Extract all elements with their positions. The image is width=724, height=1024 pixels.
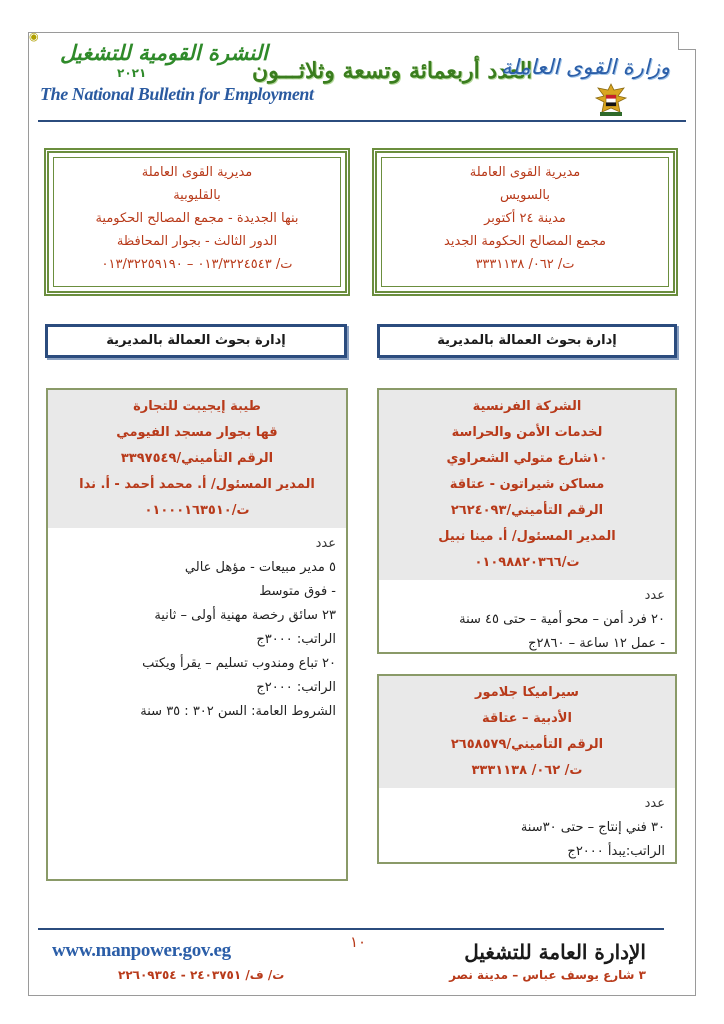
footer-address: ٣ شارع يوسف عباس – مدينة نصر [449,968,646,982]
directorate-line: مجمع المصالح الحكومة الجديد [444,234,606,249]
job-line: ٢٠ فرد أمن – محو أمية – حتى ٤٥ سنة [459,612,665,627]
job-line: ٢٣ سائق رخصة مهنية أولى – ثانية [154,608,336,623]
job-line: الراتب: ٢٠٠٠ج [256,680,336,695]
count-label: عدد [315,536,336,551]
company-address: مساكن شيراتون - عتاقة [449,477,605,492]
company-header [379,390,675,580]
directorate-phone: ت/ ٠١٣/٣٢٢٤٥٤٣ – ٠١٣/٣٢٢٥٩١٩٠ [101,257,293,272]
count-label: عدد [644,588,665,603]
pin-icon: ◉ [29,30,39,43]
company-ceramica-glamour-box [377,674,677,864]
company-name: الشركة الفرنسية [472,399,582,414]
company-jobs [379,580,675,662]
footer-divider [38,928,664,930]
directorate-line: مدينة ٢٤ أكتوبر [484,211,566,226]
company-activity: لخدمات الأمن والحراسة [451,425,603,440]
job-line: ٥ مدير مبيعات - مؤهل عالي [184,560,336,575]
issue-number: العدد أربعمائة وتسعة وثلاثـــون [252,58,533,84]
directorate-phone: ت/ ٠٦٢/ ٣٣٣١١٣٨ [475,257,575,272]
egypt-eagle-emblem-icon [590,82,632,118]
company-manager: المدير المسئول/ أ. محمد أحمد - أ. ندا [79,477,315,492]
section-label-left: إدارة بحوث العمالة بالمديرية [45,324,347,358]
directorate-line: مديرية القوى العاملة [141,165,253,180]
footer-department: الإدارة العامة للتشغيل [464,940,646,964]
company-header [379,676,675,788]
job-line: - فوق متوسط [259,584,336,599]
header-divider [38,120,686,122]
job-line: - عمل ١٢ ساعة – ٢٨٦٠ج [528,636,665,651]
job-line: ٢٠ تباع ومندوب تسليم – يقرأ ويكتب [142,656,336,671]
directorate-line: بالسويس [499,188,551,203]
directorate-line: مديرية القوى العاملة [469,165,581,180]
footer-phone: ت/ ف/ ٢٤٠٣٧٥١ - ٢٢٦٠٩٣٥٤ [118,968,285,982]
company-address: الأدبية – عتاقة [482,711,572,726]
company-manager: المدير المسئول/ أ. مينا نبيل [438,529,616,544]
company-address: ١٠شارع متولي الشعراوي [446,451,608,466]
company-french-security-box [377,388,677,654]
job-line: ٣٠ فني إنتاج – حتى ٣٠سنة [520,820,665,835]
directorate-qalyubia-box [44,148,350,296]
directorate-suez-box [372,148,678,296]
bulletin-year: ٢٠٢١ [117,66,147,80]
ministry-title: وزارة القوى العاملة [501,55,670,79]
directorate-line: الدور الثالث - بجوار المحافظة [116,234,278,249]
company-phone: ت/٠١٠٩٨٨٢٠٣٦٦ [474,555,580,570]
page-fold-corner [678,32,696,50]
directorate-line: بالقليوبية [173,188,221,203]
company-jobs [48,528,346,730]
section-label-right: إدارة بحوث العمالة بالمديرية [377,324,677,358]
company-phone: ت/٠١٠٠٠١٦٣٥١٠ [144,503,250,518]
company-insurance-no: الرقم التأميني/٢٦٢٤٠٩٣ [450,503,604,518]
job-line: الراتب:يبدأ ٢٠٠٠ج [567,844,665,859]
bulletin-title-en: The National Bulletin for Employment [40,84,314,104]
company-name: طيبة إيجيبت للتجارة [133,399,261,414]
job-line: الراتب: ٣٠٠٠ج [256,632,336,647]
page-number: ١٠ [350,933,367,951]
company-insurance-no: الرقم التأميني/٣٣٩٧٥٤٩ [120,451,274,466]
company-name: سيراميكا جلامور [475,685,579,700]
count-label: عدد [644,796,665,811]
company-header [48,390,346,528]
company-jobs [379,788,675,870]
company-taiba-box [46,388,348,881]
company-address: قها بجوار مسجد الفيومي [116,425,278,440]
company-insurance-no: الرقم التأميني/٢٦٥٨٥٧٩ [450,737,604,752]
company-phone: ت/ ٠٦٢/ ٣٣٣١١٣٨ [471,763,583,778]
directorate-line: بنها الجديدة - مجمع المصالح الحكومية [95,211,299,226]
job-line: الشروط العامة: السن ٣٠٢ : ٣٥ سنة [140,704,336,719]
bulletin-title-ar: النشرة القومية للتشغيل [60,40,268,65]
footer-website-link[interactable]: www.manpower.gov.eg [52,940,231,961]
